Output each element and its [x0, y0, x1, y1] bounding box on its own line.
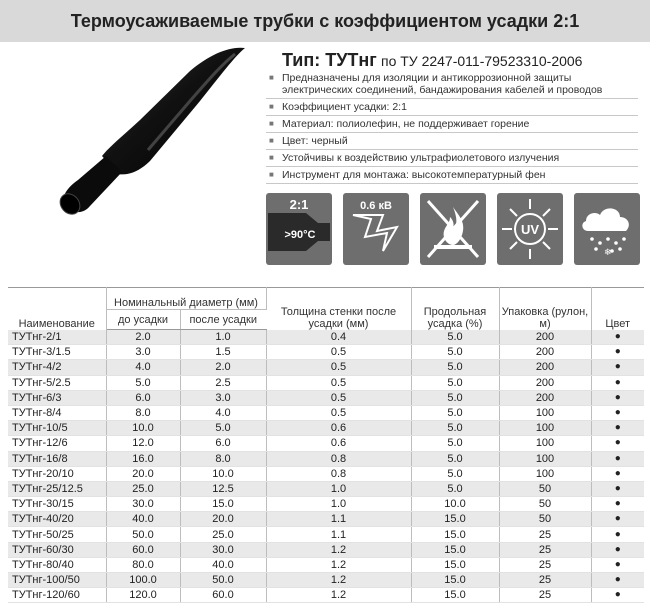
packing: 25 — [499, 527, 591, 542]
type-heading — [282, 50, 582, 71]
diameter-before: 3.0 — [106, 345, 180, 360]
diameter-after: 1.0 — [180, 330, 266, 345]
wall-thickness: 0.5 — [266, 405, 411, 420]
packing: 100 — [499, 405, 591, 420]
col-before-header: до усадки — [106, 310, 180, 330]
row-name: ТУТнг-10/5 — [8, 421, 106, 436]
row-name: ТУТнг-40/20 — [8, 512, 106, 527]
table-row — [8, 557, 644, 572]
wall-thickness: 1.2 — [266, 573, 411, 588]
shrink-ratio-icon — [266, 193, 332, 265]
feature-text: Цвет: черный — [282, 135, 348, 147]
col-after-header: после усадки — [180, 310, 266, 330]
row-name: ТУТнг-100/50 — [8, 573, 106, 588]
voltage-icon — [343, 193, 409, 265]
diameter-after: 8.0 — [180, 451, 266, 466]
table-row — [8, 527, 644, 542]
col-longitudinal-header: Продольная усадка (%) — [411, 288, 499, 330]
longitudinal-shrink: 15.0 — [411, 542, 499, 557]
wall-thickness: 0.5 — [266, 390, 411, 405]
longitudinal-shrink: 5.0 — [411, 375, 499, 390]
row-name: ТУТнг-16/8 — [8, 451, 106, 466]
packing: 200 — [499, 390, 591, 405]
diameter-after: 20.0 — [180, 512, 266, 527]
svg-text:>90°C: >90°C — [284, 229, 316, 241]
feature-text: Коэффициент усадки: 2:1 — [282, 101, 407, 113]
table-row — [8, 542, 644, 557]
diameter-after: 15.0 — [180, 497, 266, 512]
row-name: ТУТнг-60/30 — [8, 542, 106, 557]
diameter-before: 6.0 — [106, 390, 180, 405]
diameter-before: 60.0 — [106, 542, 180, 557]
row-name: ТУТнг-8/4 — [8, 405, 106, 420]
packing: 50 — [499, 497, 591, 512]
diameter-before: 25.0 — [106, 481, 180, 496]
row-name: ТУТнг-12/6 — [8, 436, 106, 451]
wall-thickness: 0.8 — [266, 466, 411, 481]
wall-thickness: 0.6 — [266, 421, 411, 436]
diameter-after: 4.0 — [180, 405, 266, 420]
color-swatch: ● — [591, 345, 644, 360]
color-swatch: ● — [591, 330, 644, 345]
uv-icon — [497, 193, 563, 265]
bullet-icon: ■ — [269, 119, 274, 128]
longitudinal-shrink: 5.0 — [411, 345, 499, 360]
table-row — [8, 421, 644, 436]
longitudinal-shrink: 15.0 — [411, 557, 499, 572]
feature-item — [266, 150, 638, 167]
svg-text:0.6 кВ: 0.6 кВ — [360, 200, 392, 212]
feature-item — [266, 70, 638, 99]
longitudinal-shrink: 5.0 — [411, 451, 499, 466]
longitudinal-shrink: 15.0 — [411, 573, 499, 588]
diameter-before: 50.0 — [106, 527, 180, 542]
col-color-header: Цвет — [591, 288, 644, 330]
packing: 25 — [499, 557, 591, 572]
table-row — [8, 451, 644, 466]
packing: 200 — [499, 375, 591, 390]
property-icons — [266, 193, 640, 265]
packing: 25 — [499, 573, 591, 588]
bullet-icon: ■ — [269, 102, 274, 111]
wall-thickness: 0.5 — [266, 375, 411, 390]
color-swatch: ● — [591, 375, 644, 390]
table-row — [8, 436, 644, 451]
weather-icon — [574, 193, 640, 265]
table-row — [8, 588, 644, 603]
diameter-after: 40.0 — [180, 557, 266, 572]
type-label: Тип: ТУТнг — [282, 50, 377, 70]
col-wall-header: Толщина стенки после усадки (мм) — [266, 288, 411, 330]
table-row — [8, 360, 644, 375]
wall-thickness: 0.4 — [266, 330, 411, 345]
packing: 200 — [499, 345, 591, 360]
color-swatch: ● — [591, 390, 644, 405]
row-name: ТУТнг-5/2.5 — [8, 375, 106, 390]
diameter-before: 10.0 — [106, 421, 180, 436]
color-swatch: ● — [591, 542, 644, 557]
wall-thickness: 0.8 — [266, 451, 411, 466]
diameter-before: 8.0 — [106, 405, 180, 420]
feature-item — [266, 116, 638, 133]
col-packing-header: Упаковка (рулон, м) — [499, 288, 591, 330]
table-row — [8, 512, 644, 527]
diameter-after: 10.0 — [180, 466, 266, 481]
color-swatch: ● — [591, 481, 644, 496]
wall-thickness: 0.5 — [266, 360, 411, 375]
wall-thickness: 0.6 — [266, 436, 411, 451]
color-swatch: ● — [591, 497, 644, 512]
spec-table — [8, 287, 644, 603]
no-fire-icon — [420, 193, 486, 265]
diameter-before: 5.0 — [106, 375, 180, 390]
diameter-after: 50.0 — [180, 573, 266, 588]
diameter-after: 60.0 — [180, 588, 266, 603]
longitudinal-shrink: 5.0 — [411, 421, 499, 436]
packing: 100 — [499, 451, 591, 466]
table-row — [8, 375, 644, 390]
table-row — [8, 573, 644, 588]
table-row — [8, 481, 644, 496]
longitudinal-shrink: 15.0 — [411, 527, 499, 542]
type-standard: по ТУ 2247-011-79523310-2006 — [380, 53, 583, 69]
diameter-after: 5.0 — [180, 421, 266, 436]
packing: 100 — [499, 436, 591, 451]
feature-text: Инструмент для монтажа: высокотемпературный фен — [282, 169, 546, 181]
feature-text: Предназначены для изоляции и антикоррозионной защиты электрических соединений, бандажирования кабелей и проводов — [282, 72, 603, 96]
packing: 200 — [499, 360, 591, 375]
diameter-after: 2.5 — [180, 375, 266, 390]
row-name: ТУТнг-50/25 — [8, 527, 106, 542]
col-name-header: Наименование — [8, 288, 106, 330]
longitudinal-shrink: 15.0 — [411, 588, 499, 603]
wall-thickness: 1.0 — [266, 481, 411, 496]
diameter-before: 100.0 — [106, 573, 180, 588]
feature-item — [266, 167, 638, 184]
longitudinal-shrink: 15.0 — [411, 512, 499, 527]
longitudinal-shrink: 5.0 — [411, 360, 499, 375]
row-name: ТУТнг-6/3 — [8, 390, 106, 405]
diameter-after: 12.5 — [180, 481, 266, 496]
feature-text: Устойчивы к воздействию ультрафиолетового излучения — [282, 152, 560, 164]
table-row — [8, 405, 644, 420]
feature-list — [266, 70, 638, 184]
spec-table-body — [8, 330, 644, 603]
packing: 25 — [499, 542, 591, 557]
tube-image — [40, 46, 255, 231]
feature-text: Материал: полиолефин, не поддерживает горение — [282, 118, 530, 130]
wall-thickness: 1.2 — [266, 557, 411, 572]
product-image — [40, 46, 255, 231]
row-name: ТУТнг-4/2 — [8, 360, 106, 375]
packing: 50 — [499, 481, 591, 496]
feature-item — [266, 133, 638, 150]
bullet-icon: ■ — [269, 136, 274, 145]
packing: 100 — [499, 421, 591, 436]
color-swatch: ● — [591, 421, 644, 436]
diameter-after: 25.0 — [180, 527, 266, 542]
packing: 100 — [499, 466, 591, 481]
wall-thickness: 1.2 — [266, 588, 411, 603]
packing: 50 — [499, 512, 591, 527]
row-name: ТУТнг-2/1 — [8, 330, 106, 345]
diameter-before: 80.0 — [106, 557, 180, 572]
wall-thickness: 1.0 — [266, 497, 411, 512]
row-name: ТУТнг-20/10 — [8, 466, 106, 481]
color-swatch: ● — [591, 466, 644, 481]
bullet-icon: ■ — [269, 153, 274, 162]
row-name: ТУТнг-120/60 — [8, 588, 106, 603]
diameter-before: 120.0 — [106, 588, 180, 603]
color-swatch: ● — [591, 405, 644, 420]
row-name: ТУТнг-3/1.5 — [8, 345, 106, 360]
color-swatch: ● — [591, 557, 644, 572]
bullet-icon: ■ — [269, 170, 274, 179]
color-swatch: ● — [591, 588, 644, 603]
longitudinal-shrink: 5.0 — [411, 481, 499, 496]
color-swatch: ● — [591, 451, 644, 466]
longitudinal-shrink: 5.0 — [411, 466, 499, 481]
packing: 25 — [499, 588, 591, 603]
row-name: ТУТнг-25/12.5 — [8, 481, 106, 496]
col-diameter-header: Номинальный диаметр (мм) — [106, 288, 266, 310]
wall-thickness: 0.5 — [266, 345, 411, 360]
diameter-before: 20.0 — [106, 466, 180, 481]
packing: 200 — [499, 330, 591, 345]
table-row — [8, 390, 644, 405]
diameter-after: 2.0 — [180, 360, 266, 375]
longitudinal-shrink: 5.0 — [411, 405, 499, 420]
color-swatch: ● — [591, 573, 644, 588]
color-swatch: ● — [591, 436, 644, 451]
diameter-before: 16.0 — [106, 451, 180, 466]
row-name: ТУТнг-30/15 — [8, 497, 106, 512]
diameter-before: 4.0 — [106, 360, 180, 375]
diameter-after: 30.0 — [180, 542, 266, 557]
bullet-icon: ■ — [269, 73, 274, 82]
svg-text:2:1: 2:1 — [289, 197, 309, 212]
diameter-before: 40.0 — [106, 512, 180, 527]
feature-item — [266, 99, 638, 116]
color-swatch: ● — [591, 527, 644, 542]
table-row — [8, 466, 644, 481]
color-swatch: ● — [591, 360, 644, 375]
diameter-before: 30.0 — [106, 497, 180, 512]
wall-thickness: 1.1 — [266, 527, 411, 542]
diameter-after: 6.0 — [180, 436, 266, 451]
color-swatch: ● — [591, 512, 644, 527]
table-row — [8, 345, 644, 360]
diameter-after: 1.5 — [180, 345, 266, 360]
wall-thickness: 1.2 — [266, 542, 411, 557]
longitudinal-shrink: 5.0 — [411, 390, 499, 405]
svg-text:UV: UV — [520, 222, 540, 237]
diameter-before: 2.0 — [106, 330, 180, 345]
diameter-before: 12.0 — [106, 436, 180, 451]
svg-text:❄: ❄ — [604, 248, 612, 258]
longitudinal-shrink: 5.0 — [411, 330, 499, 345]
table-row — [8, 330, 644, 345]
page-title: Термоусаживаемые трубки с коэффициентом усадки 2:1 — [0, 0, 650, 42]
table-row — [8, 497, 644, 512]
row-name: ТУТнг-80/40 — [8, 557, 106, 572]
diameter-after: 3.0 — [180, 390, 266, 405]
wall-thickness: 1.1 — [266, 512, 411, 527]
longitudinal-shrink: 5.0 — [411, 436, 499, 451]
longitudinal-shrink: 10.0 — [411, 497, 499, 512]
